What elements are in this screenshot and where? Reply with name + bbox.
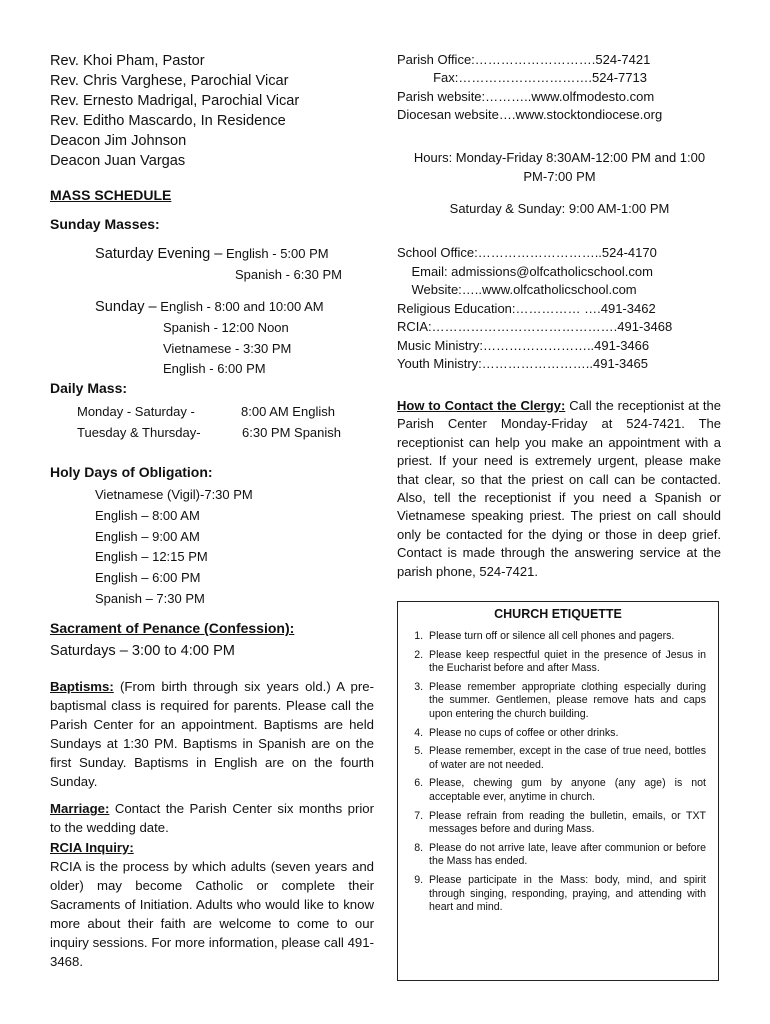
mass-schedule-title: MASS SCHEDULE	[50, 187, 172, 203]
church-etiquette-box	[397, 601, 719, 981]
etiquette-list	[398, 630, 718, 915]
holy-day-item: Vietnamese (Vigil)-7:30 PM	[95, 487, 253, 502]
sunday-spanish: Spanish - 12:00 Noon	[163, 320, 289, 335]
daily-time-1: 8:00 AM English	[241, 404, 335, 419]
sunday-line	[95, 297, 324, 318]
etiquette-item: 7. Please refrain from reading the bulletin, emails, or TXT messages before and during Mass.	[426, 810, 706, 837]
clergy-item: Deacon Juan Vargas	[50, 153, 186, 169]
contact-youth-ministry: Youth Ministry:……………………..491-3465	[397, 356, 648, 371]
contact-diocesan-website: Diocesan website….www.stocktondiocese.org	[397, 107, 663, 122]
sunday-english-evening: English - 6:00 PM	[163, 361, 266, 376]
hours-weekday: Hours: Monday-Friday 8:30AM-12:00 PM and 1:00 PM-7:00 PM	[413, 150, 706, 184]
contact-school-website: Website:…..www.olfcatholicschool.com	[397, 282, 637, 297]
saturday-label: Saturday Evening –	[95, 246, 223, 262]
holy-day-item: English – 12:15 PM	[95, 549, 208, 564]
daily-mass-title: Daily Mass:	[50, 380, 128, 396]
clergy-item: Deacon Jim Johnson	[50, 133, 187, 149]
clergy-contact-paragraph	[397, 397, 721, 581]
baptisms-paragraph	[50, 677, 374, 791]
holy-day-item: English – 8:00 AM	[95, 508, 200, 523]
etiquette-title: CHURCH ETIQUETTE	[494, 607, 622, 621]
saturday-evening-line	[95, 244, 329, 265]
clergy-contact-label: How to Contact the Clergy:	[397, 398, 566, 413]
daily-days-1: Monday - Saturday -	[77, 404, 195, 419]
contact-religious-education: Religious Education:…………… ….491-3462	[397, 301, 656, 316]
clergy-item: Rev. Khoi Pham, Pastor	[50, 53, 205, 69]
saturday-spanish: Spanish - 6:30 PM	[235, 267, 342, 282]
holy-day-item: Spanish – 7:30 PM	[95, 591, 205, 606]
sunday-label: Sunday –	[95, 299, 157, 315]
etiquette-item: 8. Please do not arrive late, leave after communion or before the Mass has ended.	[426, 842, 706, 869]
clergy-list	[50, 51, 299, 171]
marriage-paragraph	[50, 799, 374, 837]
contact-school-office: School Office:………………………..524-4170	[397, 245, 657, 260]
daily-days-2: Tuesday & Thursday-	[77, 425, 201, 440]
contact-parish-website: Parish website:………..www.olfmodesto.com	[397, 89, 655, 104]
clergy-item: Rev. Editho Mascardo, In Residence	[50, 113, 286, 129]
contact-parish-office: Parish Office:……………………….524-7421	[397, 52, 651, 67]
daily-time-2: 6:30 PM Spanish	[242, 425, 342, 440]
clergy-item: Rev. Chris Varghese, Parochial Vicar	[50, 73, 289, 89]
etiquette-item: 4. Please no cups of coffee or other drinks.	[426, 727, 706, 741]
sunday-vietnamese: Vietnamese - 3:30 PM	[163, 341, 292, 356]
penance-time: Saturdays – 3:00 to 4:00 PM	[50, 643, 235, 659]
sunday-masses-title: Sunday Masses:	[50, 216, 160, 232]
rcia-text: RCIA is the process by which adults (seven years and older) may become Catholic or complete their Sacraments of Initiation. Adults who would like to know more about their faith are welcome to come to our inquiry sessions. For more information, please call 491-3468.	[50, 859, 374, 969]
contact-school-email: Email: admissions@olfcatholicschool.com	[397, 264, 653, 279]
rcia-paragraph	[50, 838, 374, 971]
contact-rcia: RCIA:…………………………………….491-3468	[397, 319, 673, 334]
etiquette-item: 5. Please remember, except in the case of true need, bottles of water are not needed.	[426, 745, 706, 772]
clergy-contact-text: Call the receptionist at the Parish Center Monday-Friday at 524-7421. The receptionist can help you make an appointment with a priest. If your need is extremely urgent, please make that clear, so that the priest on call can be contacted. Also, tell the receptionist if you need a Spanish or Vietnamese speaking priest. The priest on call should only be contacted for the dying or those in deep grief. Contact is made through the answering service at the parish phone, 524-7421.	[397, 398, 721, 579]
rcia-label: RCIA Inquiry:	[50, 840, 134, 855]
contact-fax: Fax:………………………….524-7713	[397, 70, 647, 85]
marriage-text: Contact the Parish Center six months prior to the wedding date.	[50, 801, 374, 835]
baptisms-text: (From birth through six years old.) A pre-baptismal class is required for parents. Please call the Parish Center for an appointment. Baptisms are held Sundays at 1:30 PM. Baptisms in Spanish are on the first Sunday. Baptisms in English are on the fourth Sunday.	[50, 679, 374, 789]
hours-weekend: Saturday & Sunday: 9:00 AM-1:00 PM	[449, 201, 670, 216]
baptisms-label: Baptisms:	[50, 679, 114, 694]
etiquette-item: 2. Please keep respectful quiet in the presence of Jesus in the Eucharist before and after Mass.	[426, 649, 706, 676]
etiquette-item: 3. Please remember appropriate clothing especially during the summer. Gentlemen, please remove hats and caps upon entering the church building.	[426, 681, 706, 722]
marriage-label: Marriage:	[50, 801, 110, 816]
holy-days-title: Holy Days of Obligation:	[50, 464, 213, 480]
holy-day-item: English – 6:00 PM	[95, 570, 201, 585]
etiquette-item: 9. Please participate in the Mass: body, mind, and spirit through singing, responding, praying, and attending with heart and mind.	[426, 874, 706, 915]
holy-day-item: English – 9:00 AM	[95, 529, 200, 544]
contact-music-ministry: Music Ministry:……………………..491-3466	[397, 338, 650, 353]
etiquette-item: 6. Please, chewing gum by anyone (any age) is not acceptable ever, anytime in church.	[426, 777, 706, 804]
etiquette-item: 1. Please turn off or silence all cell phones and pagers.	[426, 630, 706, 644]
penance-title: Sacrament of Penance (Confession):	[50, 620, 295, 636]
sunday-english: English - 8:00 and 10:00 AM	[160, 299, 324, 314]
clergy-item: Rev. Ernesto Madrigal, Parochial Vicar	[50, 93, 300, 109]
saturday-english: English - 5:00 PM	[226, 246, 329, 261]
